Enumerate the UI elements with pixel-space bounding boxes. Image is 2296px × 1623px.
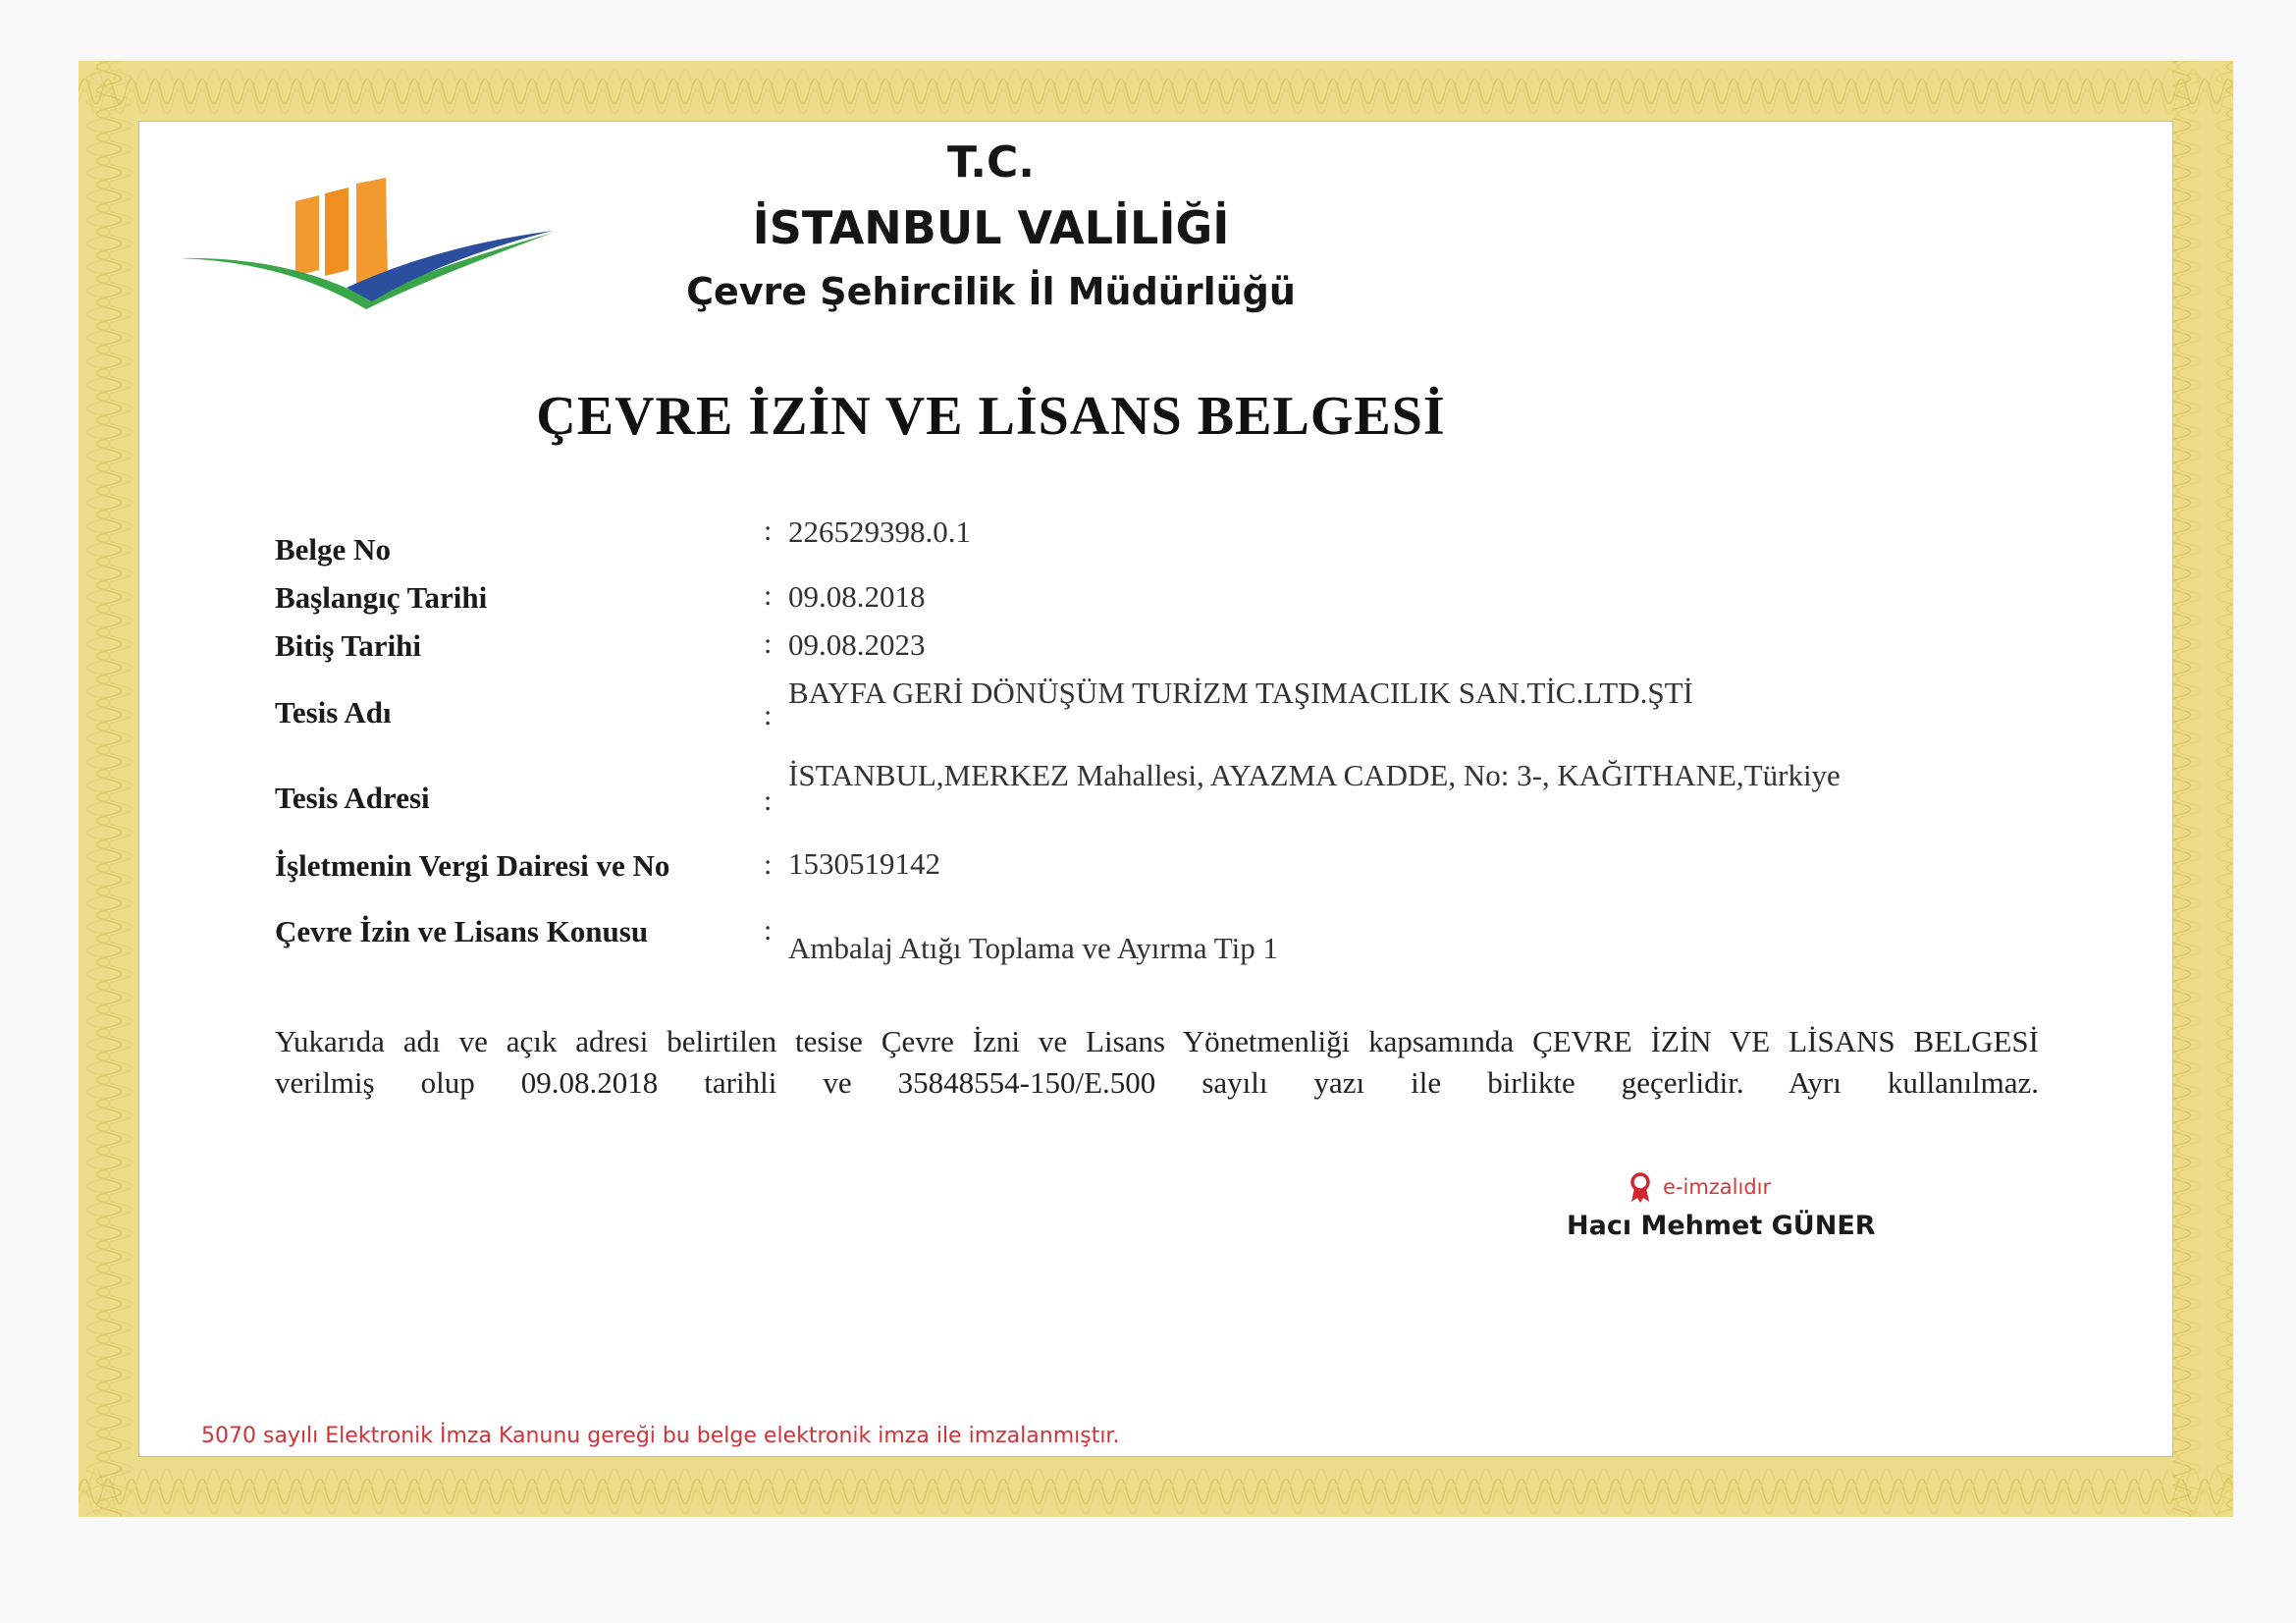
e-signed-label: e-imzalıdır [1663, 1175, 1772, 1199]
signer-name: Hacı Mehmet GÜNER [1567, 1211, 1876, 1241]
field-label-tesis-adresi: Tesis Adresi [275, 781, 430, 815]
field-label-tesis-adi: Tesis Adı [275, 695, 392, 730]
field-colon: : [764, 579, 773, 612]
legal-footer-note: 5070 sayılı Elektronik İmza Kanunu gereği bu belge elektronik imza ile imzalanmıştır. [201, 1424, 1120, 1448]
field-colon: : [764, 514, 773, 547]
field-value-lisans-konusu: Ambalaj Atığı Toplama ve Ayırma Tip 1 [788, 931, 1279, 965]
field-value-bitis-tarihi: 09.08.2023 [788, 627, 926, 662]
field-value-tesis-adresi: İSTANBUL,MERKEZ Mahallesi, AYAZMA CADDE, No: 3-, KAĞITHANE,Türkiye [788, 758, 1841, 792]
statement-line-2: verilmiş olup 09.08.2018 tarihli ve 35848554-150/E.500 sayılı yazı ile birlikte geçerlidir. Ayrı kullanılmaz. [275, 1065, 2039, 1100]
field-colon: : [764, 914, 773, 947]
field-label-baslangic-tarihi: Başlangıç Tarihi [275, 580, 488, 615]
field-value-belge-no: 226529398.0.1 [788, 514, 971, 549]
validity-statement [275, 1021, 2039, 1104]
field-colon: : [764, 627, 773, 660]
header-governorship: İSTANBUL VALİLİĞİ [752, 201, 1230, 254]
field-colon: : [764, 699, 773, 731]
statement-line-1: Yukarıda adı ve açık adresi belirtilen tesise Çevre İzni ve Lisans Yönetmenliği kapsamında ÇEVRE İZİN VE LİSANS BELGESİ [275, 1024, 2039, 1058]
field-value-tesis-adi: BAYFA GERİ DÖNÜŞÜM TURİZM TAŞIMACILIK SAN.TİC.LTD.ŞTİ [788, 676, 1693, 710]
field-value-baslangic-tarihi: 09.08.2018 [788, 579, 926, 614]
field-label-bitis-tarihi: Bitiş Tarihi [275, 628, 422, 663]
field-label-vergi-dairesi: İşletmenin Vergi Dairesi ve No [275, 848, 670, 883]
field-colon: : [764, 784, 773, 817]
field-colon: : [764, 848, 773, 881]
document-title: ÇEVRE İZİN VE LİSANS BELGESİ [536, 386, 1446, 447]
field-value-vergi-dairesi: 1530519142 [788, 846, 940, 881]
e-signature-ribbon-icon [1629, 1172, 1651, 1204]
field-label-belge-no: Belge No [275, 532, 391, 567]
header-republic: T.C. [946, 137, 1036, 188]
header-directorate: Çevre Şehircilik İl Müdürlüğü [686, 270, 1296, 313]
field-label-lisans-konusu: Çevre İzin ve Lisans Konusu [275, 914, 649, 948]
